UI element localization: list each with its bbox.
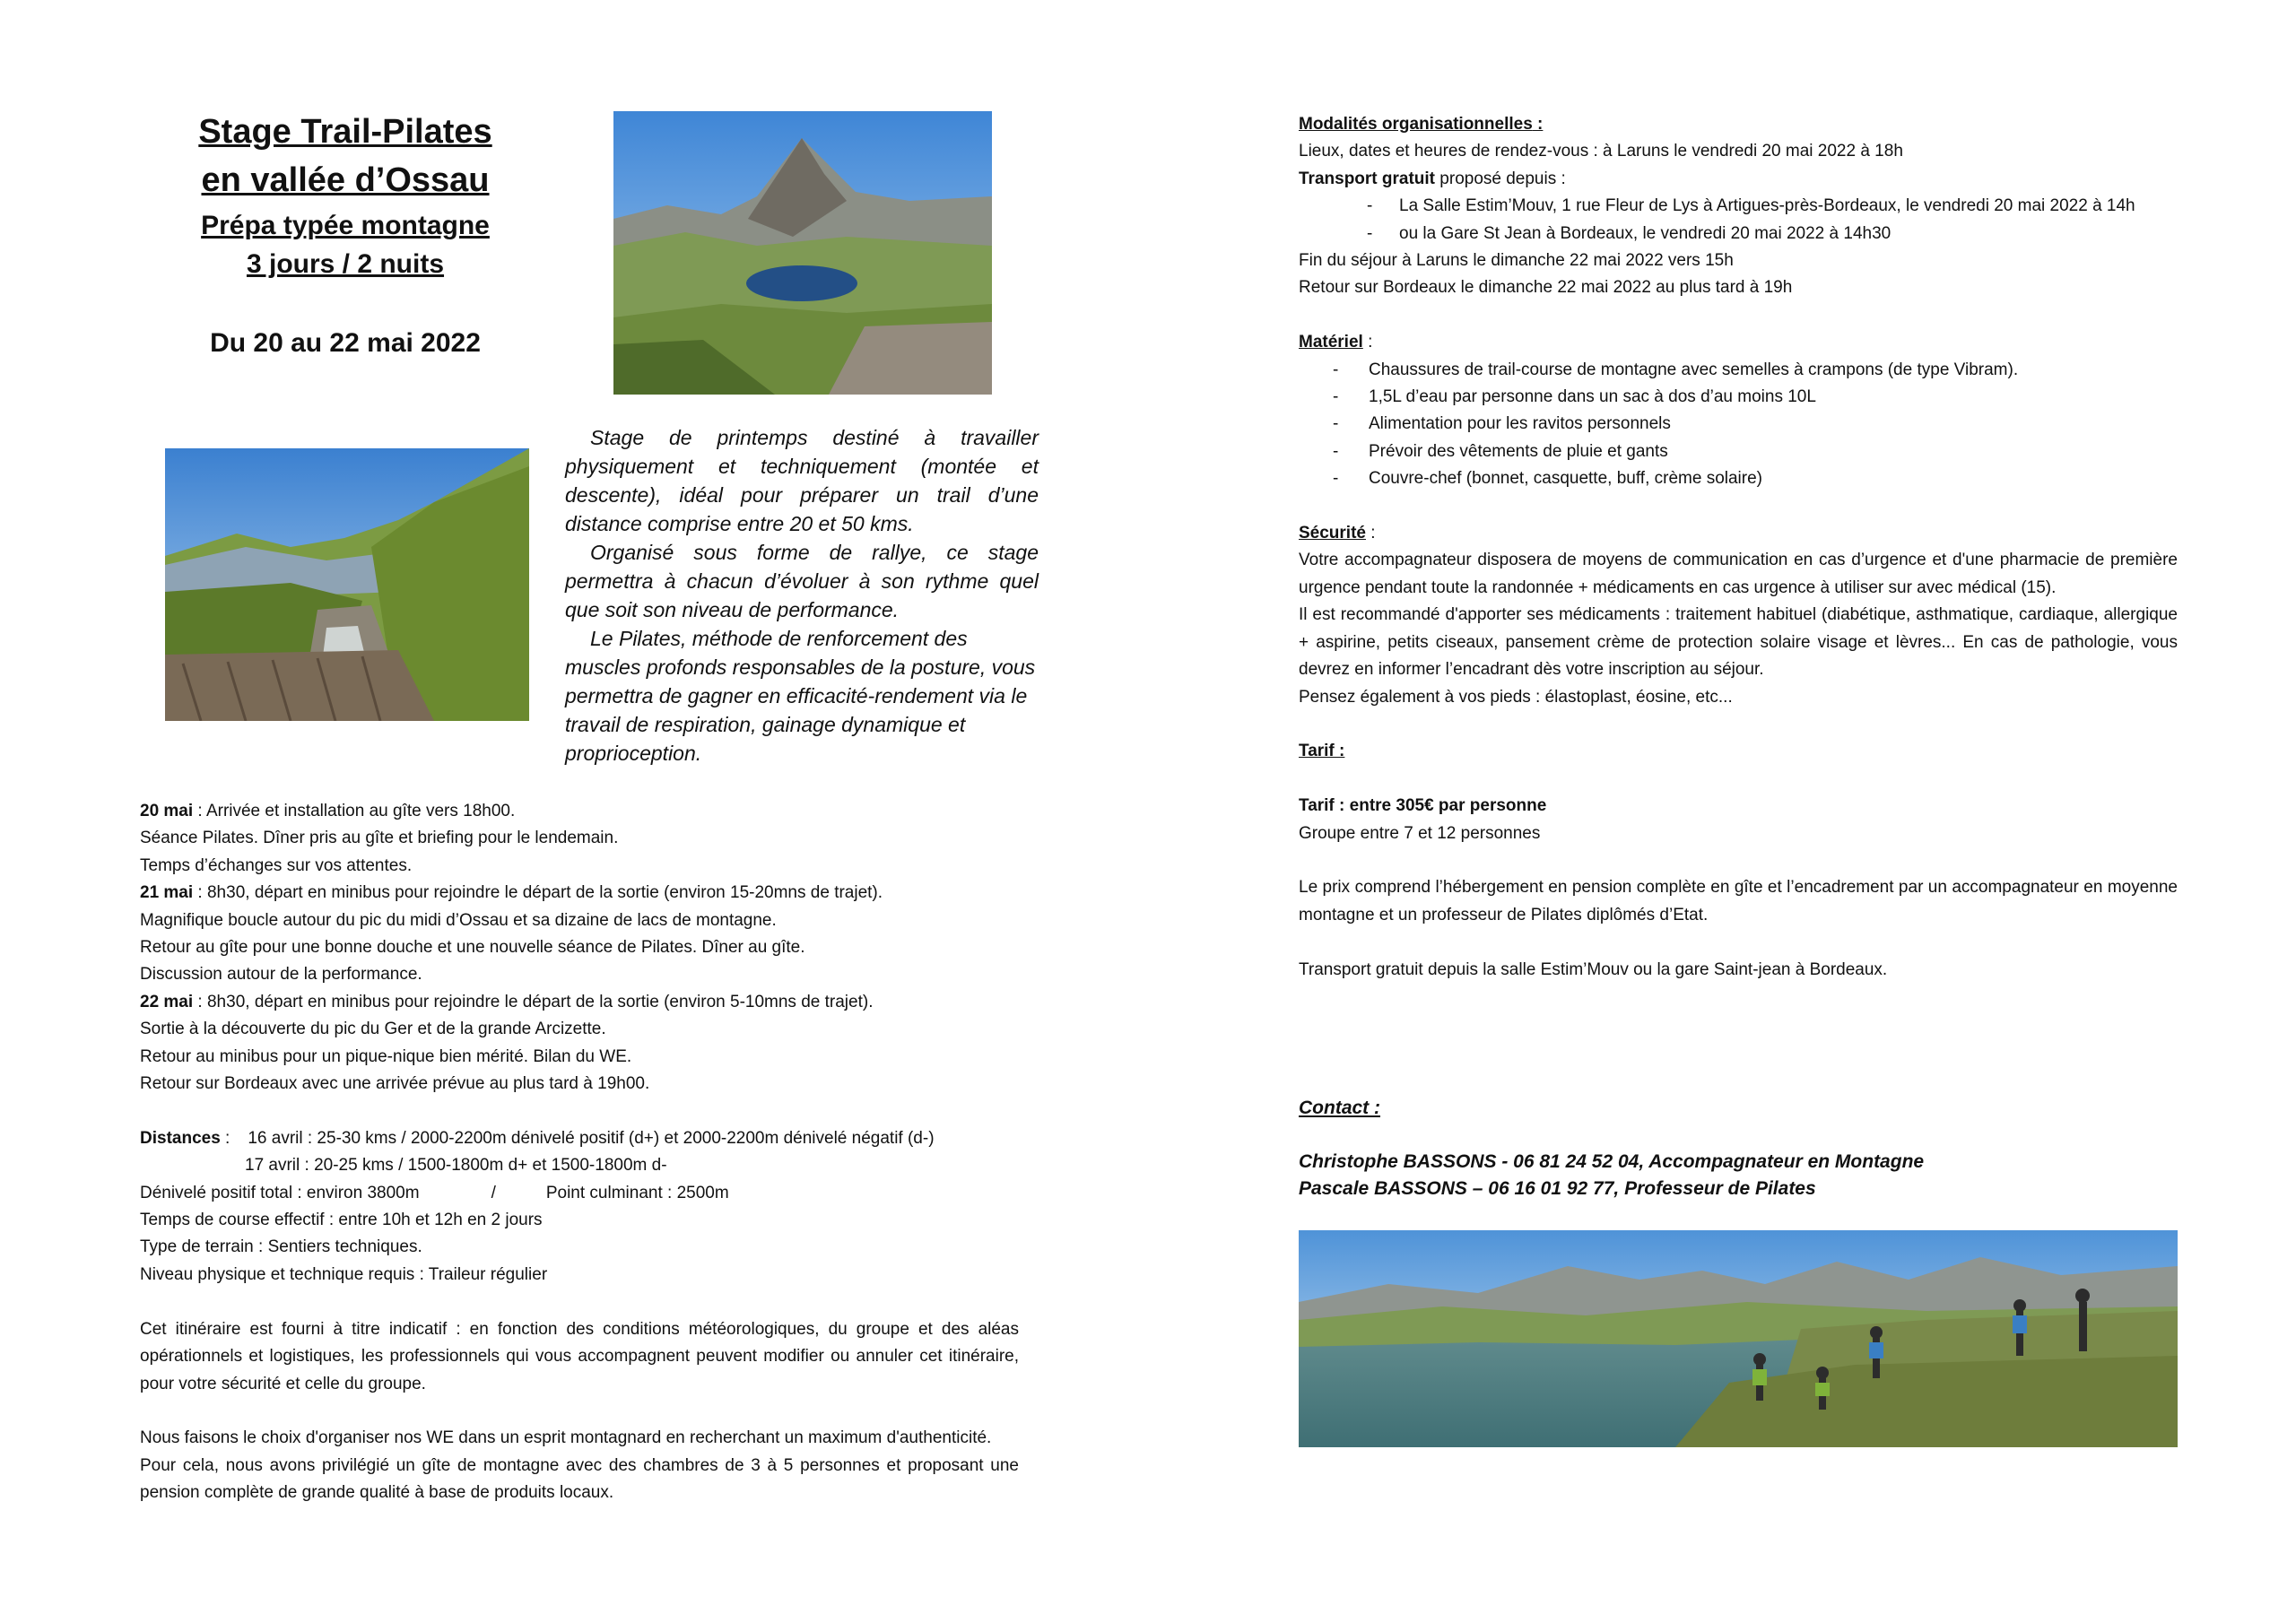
materiel-heading: Matériel : — [1299, 333, 1373, 352]
day-label: 22 mai — [140, 992, 194, 1011]
photo-stream-bridge — [165, 448, 529, 721]
title-line-1: Stage Trail-Pilates — [198, 113, 492, 151]
contact-person-2: Pascale BASSONS – 06 16 01 92 77, Professeur de Pilates — [1299, 1178, 1816, 1199]
time-line: Temps de course effectif : entre 10h et 12h en 2 jours — [140, 1211, 543, 1230]
transport-line: Transport gratuit proposé depuis : — [1299, 169, 1566, 188]
photo-lake-hikers-panorama — [1299, 1230, 2178, 1447]
program-day3-line2: Sortie à la découverte du pic du Ger et de la grande Arcizette. — [140, 1020, 606, 1039]
subtitle: Prépa typée montagne — [201, 211, 490, 240]
intro-text — [565, 423, 1039, 768]
level-line: Niveau physique et technique requis : Traileur régulier — [140, 1264, 548, 1284]
photo-pic-du-midi-ossau — [613, 111, 992, 395]
meeting-line: Lieux, dates et heures de rendez-vous : à Laruns le vendredi 20 mai 2022 à 18h — [1299, 142, 1903, 161]
securite-paragraph-1: Votre accompagnateur disposera de moyens de communication en cas d’urgence et d'une pharmacie de première urgence pendant toute la randonnée + médicaments en cas urgence à utiliser sur avec médical (15). — [1299, 551, 2178, 597]
program-day1-line3: Temps d’échanges sur vos attentes. — [140, 855, 413, 875]
tarif-heading: Tarif : — [1299, 742, 1345, 761]
tarif-transport: Transport gratuit depuis la salle Estim’Mouv ou la gare Saint-jean à Bordeaux. — [1299, 959, 1888, 979]
return-line: Retour sur Bordeaux le dimanche 22 mai 2022 au plus tard à 19h — [1299, 278, 1793, 298]
program-day2-line1: 21 mai : 8h30, départ en minibus pour rejoindre le départ de la sortie (environ 15-20mns de trajet). — [140, 883, 883, 903]
contact-person-1: Christophe BASSONS - 06 81 24 52 04, Accompagnateur en Montagne — [1299, 1151, 1925, 1172]
materiel-item: - Chaussures de trail-course de montagne avec semelles à crampons (de type Vibram). — [1333, 360, 2019, 379]
program-day3-line1: 22 mai : 8h30, départ en minibus pour rejoindre le départ de la sortie (environ 5-10mns de trajet). — [140, 992, 874, 1011]
materiel-item: - Alimentation pour les ravitos personnels — [1333, 414, 1671, 434]
duration: 3 jours / 2 nuits — [246, 249, 445, 279]
materiel-item: - Prévoir des vêtements de pluie et gants — [1333, 441, 1668, 461]
day-label: 21 mai — [140, 883, 194, 903]
securite-paragraph-2: Il est recommandé d'apporter ses médicaments : traitement habituel (diabétique, asthmatique, cardiaque, allergique + aspirine, petits ciseaux, pansement crème de protection solaire visage et lèvres... En cas de pathologie, vous devrez en informer l’encadrant dès votre inscription au séjour. — [1299, 605, 2178, 680]
transport-option-1: - La Salle Estim’Mouv, 1 rue Fleur de Lys à Artigues-près-Bordeaux, le vendredi 20 mai 2022 à 14h — [1367, 196, 2135, 216]
tarif-group: Groupe entre 7 et 12 personnes — [1299, 823, 1541, 843]
elevation-line: Dénivelé positif total : environ 3800m / Point culminant : 2500m — [140, 1183, 729, 1202]
program-day2-line4: Discussion autour de la performance. — [140, 965, 422, 985]
terrain-line: Type de terrain : Sentiers techniques. — [140, 1237, 422, 1257]
securite-paragraph-3: Pensez également à vos pieds : élastoplast, éosine, etc... — [1299, 687, 1733, 707]
intro-paragraph-2: Organisé sous forme de rallye, ce stage permettra à chacun d’évoluer à son rythme quel que soit son niveau de performance. — [565, 541, 1039, 621]
program-day2-line2: Magnifique boucle autour du pic du midi d’Ossau et sa dizaine de lacs de montagne. — [140, 910, 777, 930]
materiel-item: - Couvre-chef (bonnet, casquette, buff, crème solaire) — [1333, 469, 1762, 489]
organisation-heading: Modalités organisationnelles : — [1299, 115, 1544, 134]
intro-paragraph-3: Le Pilates, méthode de renforcement des muscles profonds responsables de la posture, vous permettra de gagner en efficacité-rendement via le travail de respiration, gainage dynamique et proprioception. — [565, 627, 1036, 765]
distances-line2: 17 avril : 20-25 kms / 1500-1800m d+ et 1500-1800m d- — [245, 1156, 667, 1176]
title-line-2: en vallée d’Ossau — [201, 161, 490, 199]
program-day1-line2: Séance Pilates. Dîner pris au gîte et briefing pour le lendemain. — [140, 829, 619, 848]
end-line: Fin du séjour à Laruns le dimanche 22 mai 2022 vers 15h — [1299, 251, 1734, 271]
tarif-includes: Le prix comprend l’hébergement en pension complète en gîte et l’encadrement par un accompagnateur en moyenne montagne et un professeur de Pilates diplômés d’Etat. — [1299, 878, 2178, 924]
lodging-line1: Nous faisons le choix d'organiser nos WE dans un esprit montagnard en recherchant un maximum d'authenticité. — [140, 1428, 992, 1448]
program-day1-line1: 20 mai : Arrivée et installation au gîte vers 18h00. — [140, 802, 516, 820]
distances-line1: Distances : 16 avril : 25-30 kms / 2000-2200m dénivelé positif (d+) et 2000-2200m dénivelé négatif (d-) — [140, 1128, 935, 1148]
tarif-price: Tarif : entre 305€ par personne — [1299, 796, 1547, 816]
stage-dates: Du 20 au 22 mai 2022 — [210, 328, 481, 358]
day-label: 20 mai — [140, 802, 194, 820]
distances-label: Distances — [140, 1128, 221, 1148]
program-day2-line3: Retour au gîte pour une bonne douche et une nouvelle séance de Pilates. Dîner au gîte. — [140, 938, 805, 958]
right-column — [1299, 111, 2178, 984]
program-day3-line3: Retour au minibus pour un pique-nique bien mérité. Bilan du WE. — [140, 1046, 632, 1066]
lodging-line2: Pour cela, nous avons privilégié un gîte de montagne avec des chambres de 3 à 5 personnes et proposant une pension complète de grande qualité à base de produits locaux. — [140, 1455, 1019, 1503]
intro-paragraph-1: Stage de printemps destiné à travailler physiquement et techniquement (montée et descente), idéal pour préparer un trail d’une distance comprise entre 20 et 50 kms. — [565, 426, 1039, 535]
contact-heading: Contact : — [1299, 1098, 1380, 1118]
materiel-item: - 1,5L d’eau par personne dans un sac à dos d’au moins 10L — [1333, 387, 1816, 407]
transport-option-2: - ou la Gare St Jean à Bordeaux, le vendredi 20 mai 2022 à 14h30 — [1367, 223, 1892, 243]
securite-heading: Sécurité : — [1299, 524, 1376, 543]
disclaimer: Cet itinéraire est fourni à titre indicatif : en fonction des conditions météorologiques, du groupe et des aléas opérationnels et logistiques, les professionnels qui vous accompagnent peuvent modifier ou annuler cet itinéraire, pour votre sécurité et celle du groupe. — [140, 1319, 1019, 1393]
program-day3-line4: Retour sur Bordeaux avec une arrivée prévue au plus tard à 19h00. — [140, 1074, 650, 1094]
program-section — [140, 798, 1019, 1507]
